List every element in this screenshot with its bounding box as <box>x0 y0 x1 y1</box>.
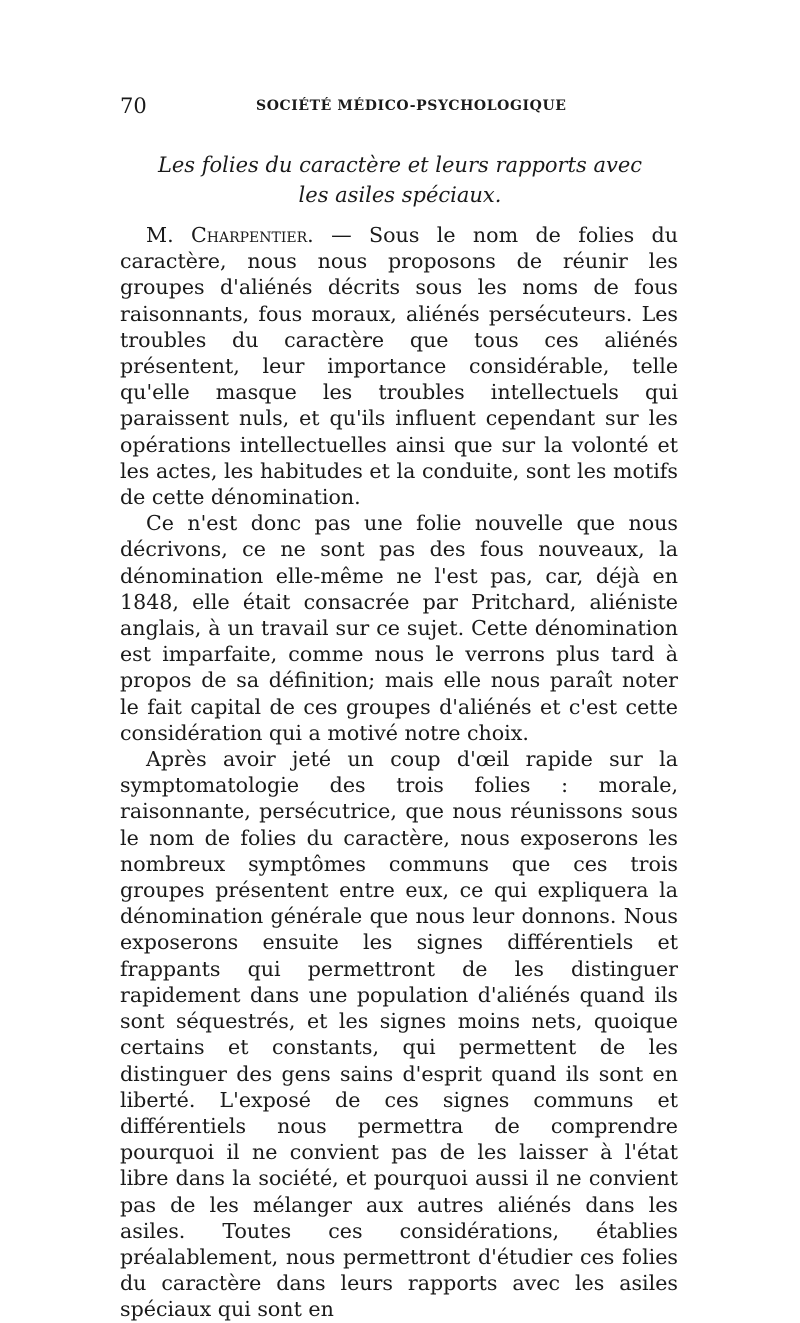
section-title-line-2: les asiles spéciaux. <box>298 183 502 207</box>
section-title <box>120 150 680 210</box>
paragraph-3: Après avoir jeté un coup d'œil rapide sur la symptomatologie des trois folies : morale, raisonnante, persécutrice, que nous réunissons sous le nom de folies du caractère, nous exposerons les nombreux symptômes communs que ces trois groupes présentent entre eux, ce qui expliquera la dénomination générale que nous leur donnons. Nous exposerons ensuite les signes différentiels et frappants qui permettront de les distinguer rapidement dans une population d'aliénés quand ils sont séquestrés, et les signes moins nets, quoique certains et constants, qui permettent de les distinguer des gens sains d'esprit quand ils sont en liberté. L'exposé de ces signes communs et différentiels nous permettra de comprendre pourquoi il ne convient pas de les laisser à l'état libre dans la société, et pourquoi aussi il ne convient pas de les mélanger aux autres aliénés dans les asiles. Toutes ces considérations, établies préalablement, nous permettront d'étudier ces folies du caractère dans leurs rapports avec les asiles spéciaux qui sont en <box>120 747 678 1322</box>
page-number: 70 <box>120 94 147 118</box>
paragraph-1 <box>120 222 678 510</box>
page-header <box>120 94 680 124</box>
paragraph-2: Ce n'est donc pas une folie nouvelle que nous décrivons, ce ne sont pas des fous nouveaux, la dénomination elle-même ne l'est pas, car, déjà en 1848, elle était consacrée par Pritchard, aliéniste anglais, à un travail sur ce sujet. Cette dénomination est imparfaite, comme nous le verrons plus tard à propos de sa définition; mais elle nous paraît noter le fait capital de ces groupes d'aliénés et c'est cette considération qui a motivé notre choix. <box>120 511 678 745</box>
paragraph-1-text: — Sous le nom de folies du caractère, nous nous proposons de réunir les groupes d'aliénés décrits sous les noms de fous raisonnants, fous moraux, aliénés persécuteurs. Les troubles du caractère que tous ces aliénés présentent, leur importance considérable, telle qu'elle masque les troubles intellectuels qui paraissent nuls, et qu'ils influent cependant sur les opérations intellectuelles ainsi que sur la volonté et les actes, les habitudes et la conduite, sont les motifs de cette dénomination. <box>120 223 678 510</box>
section-title-line-1: Les folies du caractère et leurs rapports avec <box>157 153 643 177</box>
speaker-name: M. Charpentier. <box>146 223 314 247</box>
article-body <box>120 222 678 1323</box>
running-head: SOCIÉTÉ MÉDICO-PSYCHOLOGIQUE <box>256 98 567 114</box>
